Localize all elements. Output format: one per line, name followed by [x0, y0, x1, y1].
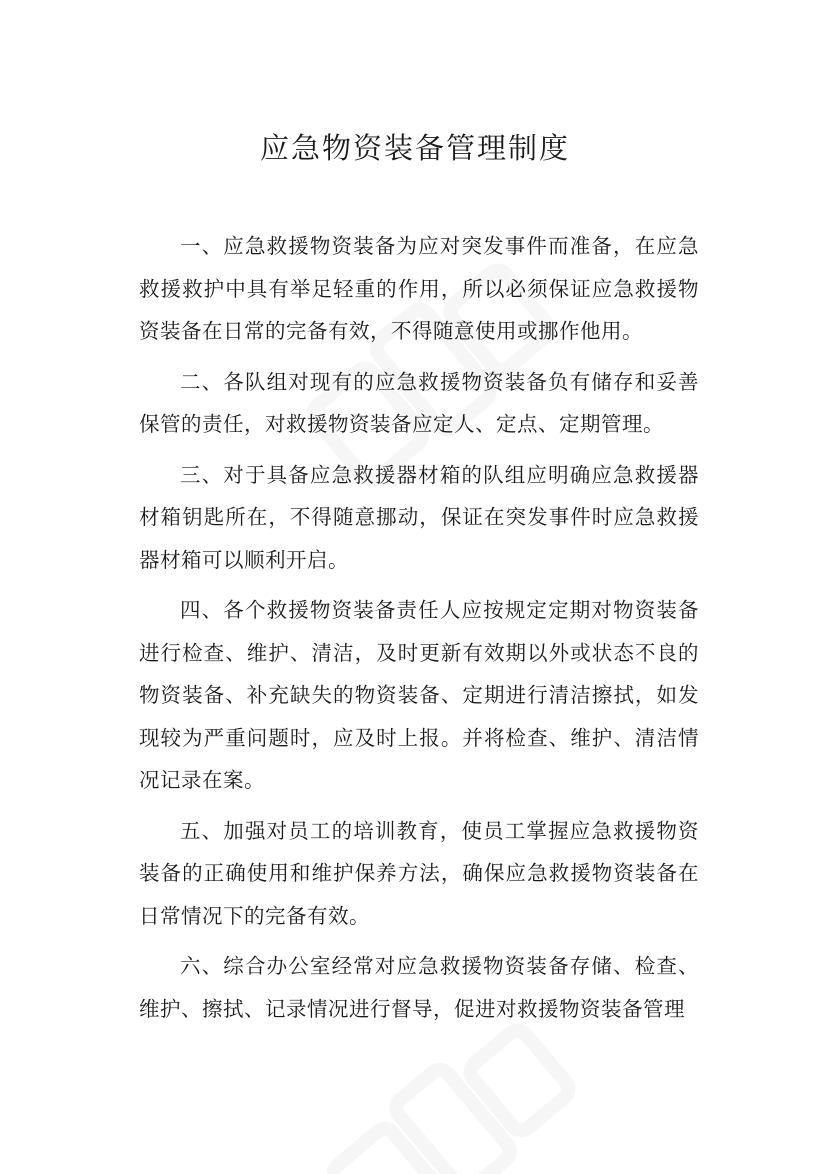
paragraph-6: 六、综合办公室经常对应急救援物资装备存储、检查、维护、擦拭、记录情况进行督导，促进对救援物资装备管理	[139, 954, 699, 1021]
watermark-shape	[320, 1115, 457, 1174]
paragraph-4: 四、各个救援物资装备责任人应按规定定期对物资装备进行检查、维护、清洁，及时更新有效期以外或状态不良的物资装备、补充缺失的物资装备、定期进行清洁擦拭，如发现较为严重问题时，应及时上报。并将检查、维护、清洁情况记录在案。	[139, 598, 699, 792]
paragraph-3: 三、对于具备应急救援器材箱的队组应明确应急救援器材箱钥匙所在，不得随意挪动，保证在突发事件时应急救援器材箱可以顺利开启。	[139, 462, 699, 572]
paragraph-1: 一、应急救援物资装备为应对突发事件而准备，在应急救援救护中具有举足轻重的作用，所以必须保证应急救援物资装备在日常的完备有效，不得随意使用或挪作他用。	[139, 234, 699, 343]
paragraph-5: 五、加强对员工的培训教育，使员工掌握应急救援物资装备的正确使用和维护保养方法，确保应急救援物资装备在日常情况下的完备有效。	[139, 818, 699, 928]
document-title: 应急物资装备管理制度	[259, 131, 570, 165]
paragraph-2: 二、各队组对现有的应急救援物资装备负有储存和妥善保管的责任，对救援物资装备应定人、定点、定期管理。	[139, 369, 699, 436]
document-body	[139, 225, 699, 1038]
watermark-shape	[382, 1056, 524, 1174]
